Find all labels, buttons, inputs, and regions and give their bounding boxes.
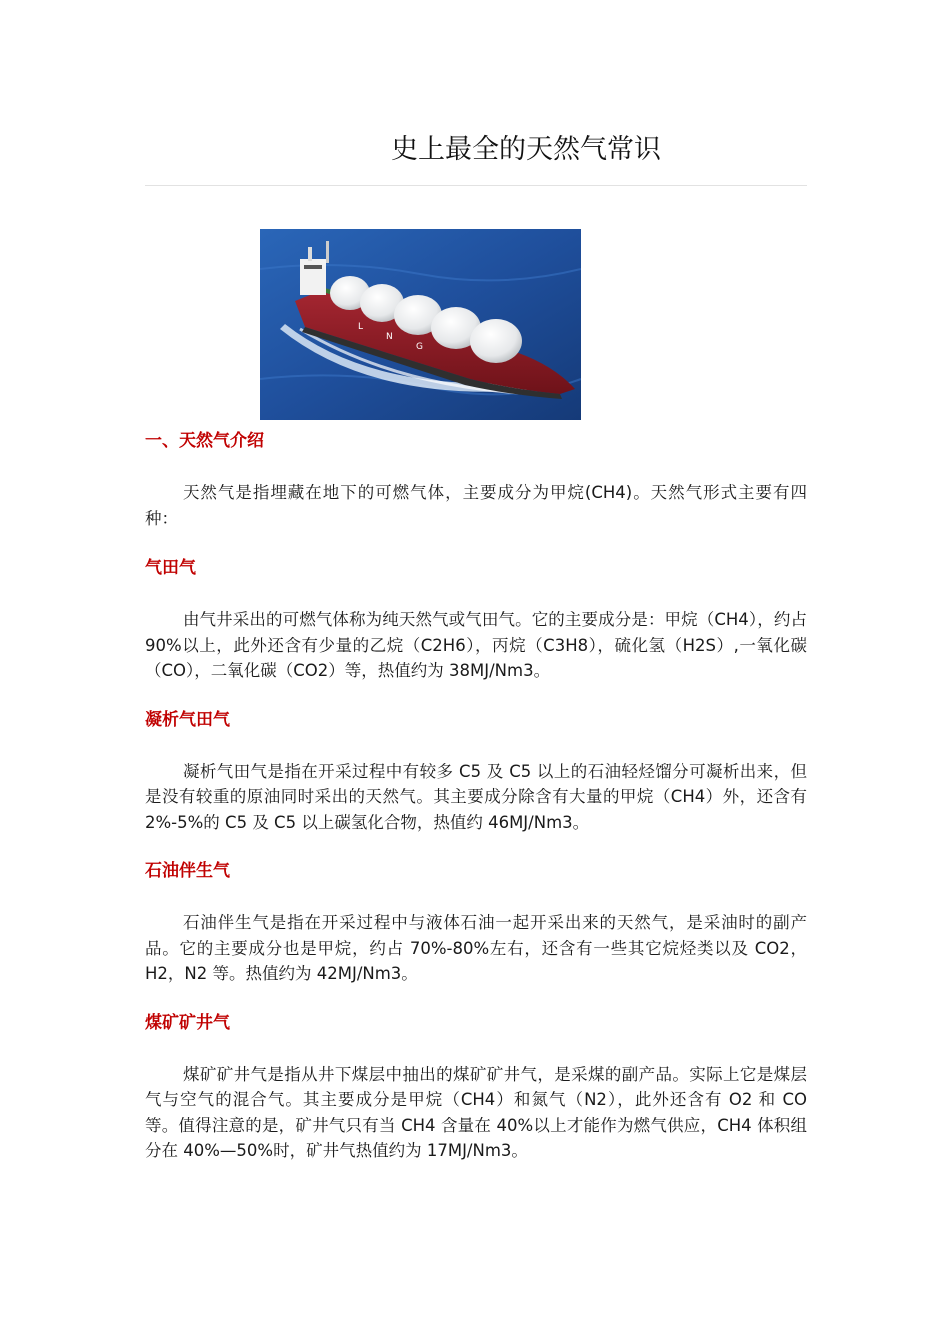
section-paragraph-intro: 天然气是指埋藏在地下的可燃气体，主要成分为甲烷(CH4)。天然气形式主要有四种：	[145, 483, 807, 528]
section-heading-intro: 一、天然气介绍	[145, 431, 264, 451]
hull-letter-n: N	[386, 332, 393, 342]
hull-letter-l: L	[358, 322, 364, 332]
section-paragraph-condensate-gas: 凝析气田气是指在开采过程中有较多 C5 及 C5 以上的石油轻烃馏分可凝析出来，但是没有较重的原油同时采出的天然气。其主要成分除含有大量的甲烷（CH4）外，还含有 2%-5%的 C5 及 C5 以上碳氢化合物，热值约 46MJ/Nm3。	[145, 761, 807, 832]
section-heading-field-gas: 气田气	[145, 558, 196, 578]
section-paragraph-associated-gas: 石油伴生气是指在开采过程中与液体石油一起开采出来的天然气，是采油时的副产品。它的主要成分也是甲烷，约占 70%-80%左右，还含有一些其它烷烃类以及 CO2，H2，N2 等。热值约为 42MJ/Nm3。	[145, 913, 807, 983]
page-title: 史上最全的天然气常识	[391, 134, 661, 165]
section-heading-coal-mine-gas: 煤矿矿井气	[145, 1012, 230, 1033]
lng-tanker-ship-photo	[260, 229, 581, 420]
article-content	[145, 428, 807, 1164]
section-paragraph-coal-mine-gas: 煤矿矿井气是指从井下煤层中抽出的煤矿矿井气，是采煤的副产品。实际上它是煤层气与空气的混合气。其主要成分是甲烷（CH4）和氮气（N2），此外还含有 O2 和 CO 等。值得注意的是，矿井气只有当 CH4 含量在 40%以上才能作为燃气供应，CH4 体积组分在 40%—50%时，矿井气热值约为 17MJ/Nm3。	[145, 1064, 807, 1160]
section-paragraph-field-gas: 由气井采出的可燃气体称为纯天然气或气田气。它的主要成分是：甲烷（CH4），约占 90%以上，此外还含有少量的乙烷（C2H6），丙烷（C3H8），硫化氢（H2S）,一氧化碳（CO），二氧化碳（CO2）等，热值约为 38MJ/Nm3。	[145, 610, 807, 680]
title-divider	[145, 185, 807, 186]
section-heading-condensate-gas: 凝析气田气	[145, 709, 230, 730]
hull-letter-g: G	[416, 342, 423, 352]
section-heading-associated-gas: 石油伴生气	[145, 861, 230, 881]
